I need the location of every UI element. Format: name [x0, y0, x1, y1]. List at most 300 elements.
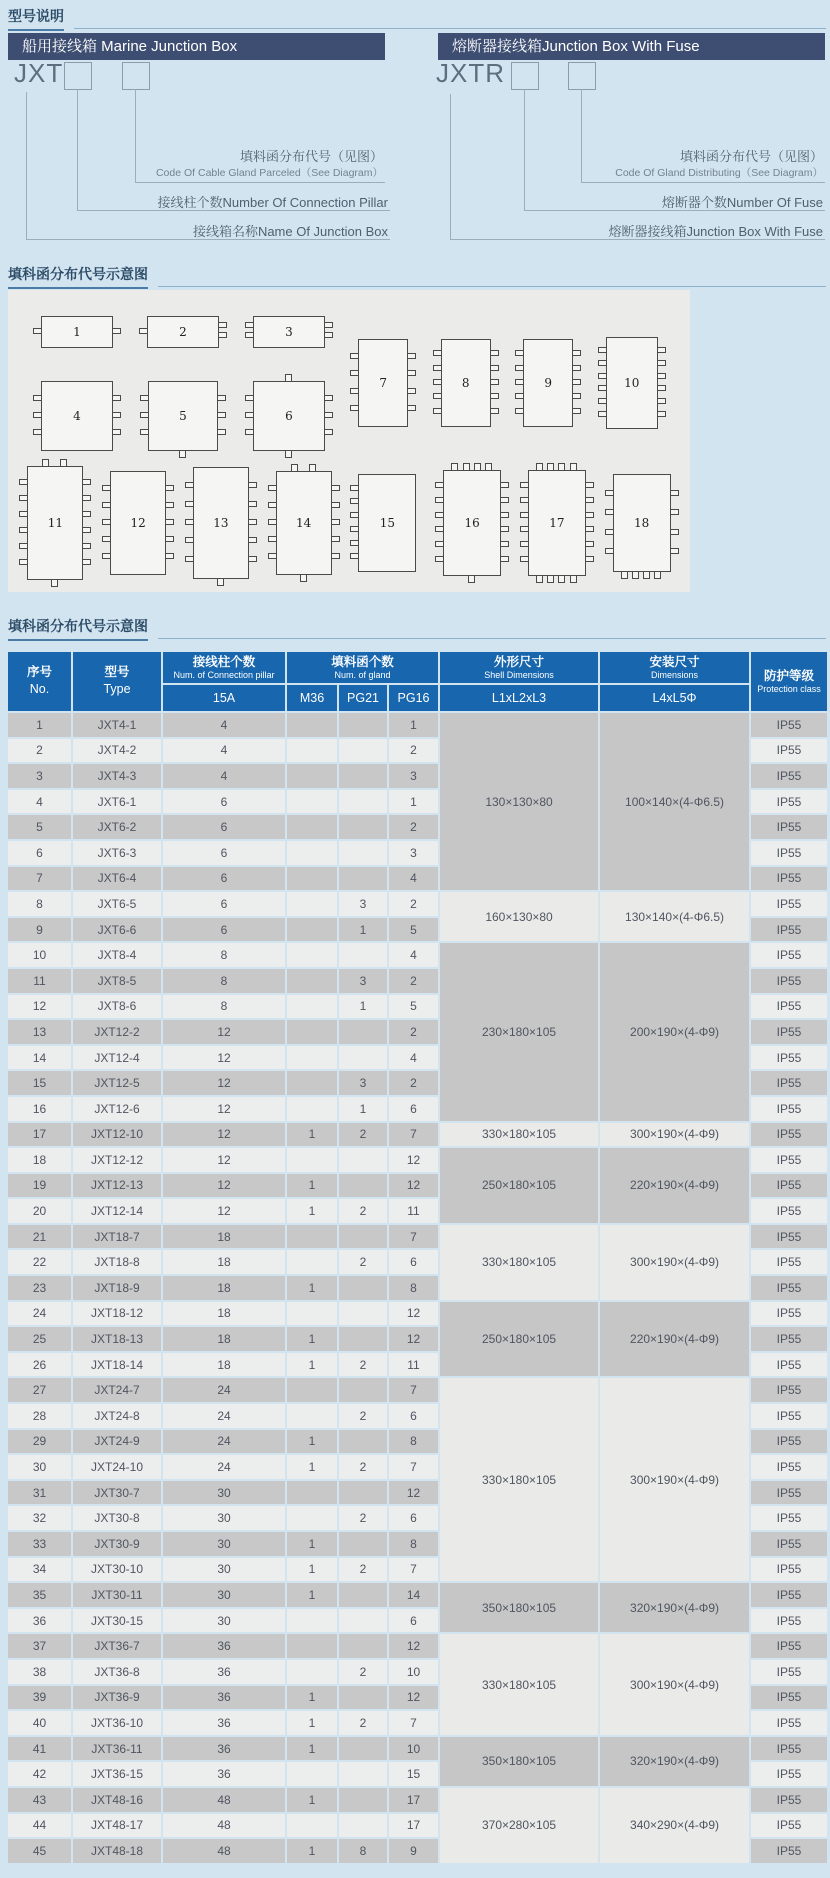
- gland-tab: [520, 512, 529, 518]
- gland-tab: [474, 463, 481, 471]
- code-placeholder-box: [64, 62, 92, 90]
- cell-protection: IP55: [751, 1532, 827, 1556]
- cell-shell-dimensions: 160×130×80: [440, 892, 598, 941]
- gland-tab: [350, 485, 359, 491]
- cell-m36: [287, 892, 337, 916]
- cell-pg16: 2: [389, 969, 438, 993]
- gland-tab: [331, 502, 340, 508]
- gland-layout-module-14: [276, 471, 332, 575]
- cell-15a: 18: [163, 1276, 285, 1300]
- cell-no: 43: [8, 1788, 71, 1812]
- gland-tab: [598, 360, 607, 366]
- cell-pg21: [339, 1634, 387, 1658]
- cell-pg21: [339, 1302, 387, 1326]
- gland-layout-module-9: [523, 339, 573, 427]
- gland-tab: [547, 575, 554, 583]
- cell-m36: [287, 1250, 337, 1274]
- gland-tab: [102, 485, 111, 491]
- model-code-jxt: JXT: [14, 58, 64, 88]
- cell-shell-dimensions: 350×180×105: [440, 1583, 598, 1632]
- gland-tab: [291, 464, 298, 472]
- cell-protection: IP55: [751, 790, 827, 814]
- cell-mount-dimensions: 320×190×(4-Φ9): [600, 1737, 749, 1786]
- section-title-text: 填科函分布代号示意图: [8, 264, 148, 289]
- gland-layout-module-12: [110, 471, 166, 575]
- cell-no: 37: [8, 1634, 71, 1658]
- gland-tab: [670, 490, 679, 496]
- cell-15a: 12: [163, 1123, 285, 1147]
- cell-15a: 36: [163, 1634, 285, 1658]
- cell-type: JXT36-8: [73, 1660, 161, 1684]
- cell-m36: 1: [287, 1430, 337, 1454]
- cell-protection: IP55: [751, 1020, 827, 1044]
- gland-tab: [350, 553, 359, 559]
- cell-no: 42: [8, 1762, 71, 1786]
- module-number: 1: [73, 324, 81, 339]
- gland-tab: [248, 519, 257, 525]
- gland-layout-module-1: [41, 316, 113, 348]
- cell-pg16: 7: [389, 1123, 438, 1147]
- cell-shell-dimensions: 250×180×105: [440, 1302, 598, 1377]
- cell-15a: 18: [163, 1250, 285, 1274]
- gland-tab: [657, 373, 666, 379]
- title-rule: [158, 637, 826, 639]
- cell-15a: 6: [163, 841, 285, 865]
- gland-tab: [515, 393, 524, 399]
- gland-tab: [485, 463, 492, 471]
- table-row: [8, 1148, 827, 1172]
- marine-junction-box-banner: 船用接线箱 Marine Junction Box: [8, 33, 385, 60]
- cell-no: 36: [8, 1609, 71, 1633]
- cell-protection: IP55: [751, 918, 827, 942]
- cell-pg21: 1: [339, 995, 387, 1019]
- cell-protection: IP55: [751, 1609, 827, 1633]
- cell-mount-dimensions: 200×190×(4-Φ9): [600, 943, 749, 1120]
- module-number: 17: [549, 516, 565, 530]
- cell-type: JXT18-12: [73, 1302, 161, 1326]
- gland-tab: [558, 575, 565, 583]
- cell-protection: IP55: [751, 1558, 827, 1582]
- cell-protection: IP55: [751, 969, 827, 993]
- cell-mount-dimensions: 300×190×(4-Φ9): [600, 1123, 749, 1147]
- cell-mount-dimensions: 300×190×(4-Φ9): [600, 1378, 749, 1581]
- gland-tab: [165, 519, 174, 525]
- gland-tab: [350, 388, 359, 394]
- cell-no: 15: [8, 1071, 71, 1095]
- gland-tab: [112, 412, 121, 418]
- col-header-no: 序号 No.: [8, 652, 71, 711]
- cell-m36: [287, 790, 337, 814]
- cell-type: JXT24-7: [73, 1378, 161, 1402]
- cell-no: 39: [8, 1686, 71, 1710]
- cell-pg16: 2: [389, 739, 438, 763]
- cell-pg16: 2: [389, 1020, 438, 1044]
- cell-15a: 12: [163, 1199, 285, 1223]
- cell-m36: [287, 969, 337, 993]
- connector-line: [135, 182, 385, 183]
- cell-15a: 12: [163, 1097, 285, 1121]
- cell-15a: 24: [163, 1430, 285, 1454]
- gland-tab: [407, 370, 416, 376]
- cell-pg16: 12: [389, 1174, 438, 1198]
- cell-15a: 6: [163, 790, 285, 814]
- cell-m36: [287, 1404, 337, 1428]
- cell-type: JXT30-9: [73, 1532, 161, 1556]
- gland-tab: [245, 322, 254, 328]
- cell-protection: IP55: [751, 1353, 827, 1377]
- cell-m36: [287, 1046, 337, 1070]
- cell-no: 26: [8, 1353, 71, 1377]
- gland-tab: [547, 463, 554, 471]
- module-number: 14: [295, 516, 312, 530]
- cell-pg21: [339, 943, 387, 967]
- table-row: [8, 1302, 827, 1326]
- gland-tab: [490, 393, 499, 399]
- cell-m36: [287, 1225, 337, 1249]
- gland-tab: [500, 482, 509, 488]
- cell-no: 31: [8, 1481, 71, 1505]
- cell-15a: 36: [163, 1686, 285, 1710]
- diagram-top-rows: [8, 290, 690, 462]
- gland-tab: [218, 322, 227, 328]
- fuse-junction-box-banner: 熔断器接线箱Junction Box With Fuse: [438, 33, 825, 60]
- cell-protection: IP55: [751, 1378, 827, 1402]
- cell-protection: IP55: [751, 815, 827, 839]
- cell-no: 11: [8, 969, 71, 993]
- gland-tab: [217, 429, 226, 435]
- cell-pg16: 6: [389, 1609, 438, 1633]
- connector-line: [581, 182, 825, 183]
- cell-m36: [287, 1378, 337, 1402]
- cell-pg21: [339, 1046, 387, 1070]
- cell-pg21: 1: [339, 918, 387, 942]
- cell-pg21: [339, 1609, 387, 1633]
- cell-no: 33: [8, 1532, 71, 1556]
- gland-tab: [309, 464, 316, 472]
- gland-tab: [324, 332, 333, 338]
- gland-tab: [468, 575, 475, 583]
- gland-tab: [433, 379, 442, 385]
- cell-pg16: 12: [389, 1481, 438, 1505]
- cell-15a: 8: [163, 943, 285, 967]
- cell-no: 32: [8, 1506, 71, 1530]
- cell-protection: IP55: [751, 1071, 827, 1095]
- gland-tab: [165, 536, 174, 542]
- cell-15a: 24: [163, 1455, 285, 1479]
- gland-tab: [572, 408, 581, 414]
- cell-pg16: 6: [389, 1404, 438, 1428]
- cell-pg16: 10: [389, 1737, 438, 1761]
- cell-pg16: 6: [389, 1097, 438, 1121]
- gland-tab: [520, 556, 529, 562]
- cell-15a: 4: [163, 764, 285, 788]
- cell-type: JXT30-11: [73, 1583, 161, 1607]
- cell-m36: 1: [287, 1455, 337, 1479]
- gland-tab: [165, 485, 174, 491]
- gland-tab: [407, 405, 416, 411]
- gland-tab: [19, 559, 28, 565]
- cell-no: 28: [8, 1404, 71, 1428]
- cell-shell-dimensions: 130×130×80: [440, 713, 598, 890]
- gland-tab: [33, 429, 42, 435]
- gland-code-label-zh: 填料函分布代号（见图）: [239, 149, 383, 164]
- cell-pg16: 8: [389, 1276, 438, 1300]
- cell-pg21: 2: [339, 1404, 387, 1428]
- cell-type: JXT18-13: [73, 1327, 161, 1351]
- cell-protection: IP55: [751, 1327, 827, 1351]
- gland-layout-module-2: [147, 316, 219, 348]
- code-placeholder-box: [511, 62, 539, 90]
- cell-protection: IP55: [751, 1583, 827, 1607]
- gland-tab: [585, 526, 594, 532]
- cell-no: 29: [8, 1430, 71, 1454]
- cell-pg21: [339, 867, 387, 891]
- cell-protection: IP55: [751, 1788, 827, 1812]
- module-number: 8: [461, 376, 470, 390]
- cell-pg16: 7: [389, 1225, 438, 1249]
- cell-protection: IP55: [751, 1148, 827, 1172]
- cell-protection: IP55: [751, 1814, 827, 1838]
- gland-tab: [572, 379, 581, 385]
- cell-pg21: 2: [339, 1558, 387, 1582]
- gland-layout-module-7: [358, 339, 408, 427]
- cell-type: JXT12-12: [73, 1148, 161, 1172]
- gland-tab: [572, 365, 581, 371]
- cell-shell-dimensions: 370×280×105: [440, 1788, 598, 1863]
- gland-tab: [670, 548, 679, 554]
- gland-tab: [285, 450, 292, 458]
- cell-pg21: [339, 1814, 387, 1838]
- table-row: [8, 713, 827, 737]
- cell-protection: IP55: [751, 943, 827, 967]
- table-row: [8, 1378, 827, 1402]
- gland-tab: [350, 405, 359, 411]
- gland-tab: [500, 526, 509, 532]
- cell-m36: [287, 1814, 337, 1838]
- cell-type: JXT4-1: [73, 713, 161, 737]
- gland-tab: [515, 365, 524, 371]
- cell-pg16: 3: [389, 764, 438, 788]
- gland-tab: [217, 412, 226, 418]
- cell-protection: IP55: [751, 1455, 827, 1479]
- gland-tab: [657, 398, 666, 404]
- cell-no: 12: [8, 995, 71, 1019]
- cell-15a: 4: [163, 713, 285, 737]
- gland-code-label-en: Code Of Gland Distributing（See Diagram）: [615, 167, 823, 179]
- gland-tab: [248, 556, 257, 562]
- cell-m36: [287, 867, 337, 891]
- cell-pg16: 12: [389, 1634, 438, 1658]
- pillar-count-label: 接线柱个数Number Of Connection Pillar: [157, 195, 388, 210]
- gland-tab: [490, 408, 499, 414]
- col-header-pillar: 接线柱个数 Num. of Connection pillar: [163, 652, 285, 683]
- cell-type: JXT30-8: [73, 1506, 161, 1530]
- module-number: 5: [179, 408, 187, 423]
- gland-tab: [33, 328, 42, 334]
- subheader-l1l2l3: L1xL2xL3: [440, 685, 598, 711]
- cell-mount-dimensions: 220×190×(4-Φ9): [600, 1148, 749, 1223]
- col-header-protection: 防护等级 Protection class: [751, 652, 827, 711]
- cell-no: 22: [8, 1250, 71, 1274]
- gland-tab: [435, 541, 444, 547]
- cell-type: JXT48-17: [73, 1814, 161, 1838]
- module-number: 11: [47, 516, 64, 530]
- gland-tab: [585, 556, 594, 562]
- cell-m36: 1: [287, 1353, 337, 1377]
- cell-m36: [287, 1762, 337, 1786]
- gland-tab: [520, 526, 529, 532]
- subheader-m36: M36: [287, 685, 337, 711]
- cell-m36: 1: [287, 1558, 337, 1582]
- cell-protection: IP55: [751, 1506, 827, 1530]
- cell-m36: [287, 1148, 337, 1172]
- cell-pg16: 5: [389, 918, 438, 942]
- cell-m36: 1: [287, 1711, 337, 1735]
- gland-layout-module-5: [148, 381, 218, 451]
- cell-type: JXT18-7: [73, 1225, 161, 1249]
- cell-15a: 48: [163, 1814, 285, 1838]
- gland-tab: [51, 579, 58, 587]
- gland-tab: [585, 482, 594, 488]
- gland-layout-module-18: [613, 474, 671, 572]
- cell-type: JXT18-8: [73, 1250, 161, 1274]
- gland-tab: [102, 502, 111, 508]
- gland-tab: [245, 412, 254, 418]
- cell-protection: IP55: [751, 1737, 827, 1761]
- gland-tab: [670, 509, 679, 515]
- cell-type: JXT6-1: [73, 790, 161, 814]
- cell-15a: 12: [163, 1020, 285, 1044]
- cell-type: JXT12-14: [73, 1199, 161, 1223]
- cell-type: JXT30-7: [73, 1481, 161, 1505]
- title-rule: [158, 285, 826, 287]
- spec-table-body: [8, 713, 827, 1863]
- cell-no: 6: [8, 841, 71, 865]
- cell-pg16: 2: [389, 815, 438, 839]
- cell-type: JXT12-6: [73, 1097, 161, 1121]
- cell-15a: 30: [163, 1532, 285, 1556]
- spec-table: [6, 650, 829, 1865]
- cell-15a: 30: [163, 1558, 285, 1582]
- gland-tab: [19, 511, 28, 517]
- cell-shell-dimensions: 330×180×105: [440, 1634, 598, 1734]
- cell-m36: 1: [287, 1199, 337, 1223]
- cell-no: 19: [8, 1174, 71, 1198]
- cell-pg16: 4: [389, 943, 438, 967]
- gland-tab: [185, 537, 194, 543]
- gland-tab: [268, 536, 277, 542]
- cell-type: JXT12-10: [73, 1123, 161, 1147]
- gland-tab: [435, 497, 444, 503]
- cell-protection: IP55: [751, 841, 827, 865]
- gland-tab: [435, 526, 444, 532]
- cell-15a: 4: [163, 739, 285, 763]
- cell-pg21: 2: [339, 1660, 387, 1684]
- cell-m36: 1: [287, 1737, 337, 1761]
- cell-15a: 30: [163, 1583, 285, 1607]
- table-row: [8, 892, 827, 916]
- gland-tab: [19, 527, 28, 533]
- col-header-gland: 填料函个数 Num. of gland: [287, 652, 438, 683]
- cell-protection: IP55: [751, 764, 827, 788]
- cell-pg21: [339, 815, 387, 839]
- gland-tab: [463, 463, 470, 471]
- cell-pg21: [339, 1737, 387, 1761]
- cell-pg16: 14: [389, 1583, 438, 1607]
- gland-tab: [598, 373, 607, 379]
- gland-tab: [19, 495, 28, 501]
- subheader-pg21: PG21: [339, 685, 387, 711]
- cell-pg16: 8: [389, 1430, 438, 1454]
- gland-distribution-diagram: [8, 290, 690, 592]
- cell-type: JXT12-2: [73, 1020, 161, 1044]
- table-row: [8, 1788, 827, 1812]
- cell-type: JXT36-10: [73, 1711, 161, 1735]
- gland-tab: [82, 543, 91, 549]
- cell-no: 8: [8, 892, 71, 916]
- gland-tab: [112, 395, 121, 401]
- cell-15a: 12: [163, 1148, 285, 1172]
- cell-no: 1: [8, 713, 71, 737]
- gland-tab: [598, 411, 607, 417]
- cell-m36: 1: [287, 1174, 337, 1198]
- gland-tab: [643, 571, 650, 579]
- cell-protection: IP55: [751, 1634, 827, 1658]
- gland-tab: [82, 479, 91, 485]
- gland-tab: [268, 485, 277, 491]
- cell-protection: IP55: [751, 1302, 827, 1326]
- title-rule: [74, 27, 826, 29]
- cell-15a: 36: [163, 1737, 285, 1761]
- module-number: 12: [130, 516, 146, 530]
- cell-type: JXT4-3: [73, 764, 161, 788]
- cell-type: JXT6-6: [73, 918, 161, 942]
- cell-m36: 1: [287, 1276, 337, 1300]
- cell-m36: [287, 815, 337, 839]
- cell-15a: 36: [163, 1660, 285, 1684]
- cell-pg16: 5: [389, 995, 438, 1019]
- cell-pg21: 3: [339, 892, 387, 916]
- cell-15a: 18: [163, 1302, 285, 1326]
- cell-protection: IP55: [751, 1174, 827, 1198]
- gland-tab: [598, 347, 607, 353]
- cell-mount-dimensions: 220×190×(4-Φ9): [600, 1302, 749, 1377]
- cell-m36: [287, 1097, 337, 1121]
- cell-pg16: 10: [389, 1660, 438, 1684]
- cell-pg21: 2: [339, 1123, 387, 1147]
- section-title-text: 填科函分布代号示意图: [8, 616, 148, 641]
- cell-pg21: 2: [339, 1199, 387, 1223]
- gland-tab: [248, 501, 257, 507]
- cell-pg16: 2: [389, 1071, 438, 1095]
- cell-pg21: [339, 1430, 387, 1454]
- gland-tab: [500, 541, 509, 547]
- cell-type: JXT24-10: [73, 1455, 161, 1479]
- cell-no: 34: [8, 1558, 71, 1582]
- module-number: 2: [179, 324, 187, 339]
- gland-tab: [324, 322, 333, 328]
- gland-tab: [435, 482, 444, 488]
- cell-pg21: 1: [339, 1097, 387, 1121]
- cell-m36: [287, 1609, 337, 1633]
- cell-protection: IP55: [751, 995, 827, 1019]
- cell-no: 35: [8, 1583, 71, 1607]
- table-row: [8, 1123, 827, 1147]
- gland-tab: [657, 360, 666, 366]
- cell-type: JXT36-9: [73, 1686, 161, 1710]
- cell-m36: 1: [287, 1123, 337, 1147]
- cell-no: 5: [8, 815, 71, 839]
